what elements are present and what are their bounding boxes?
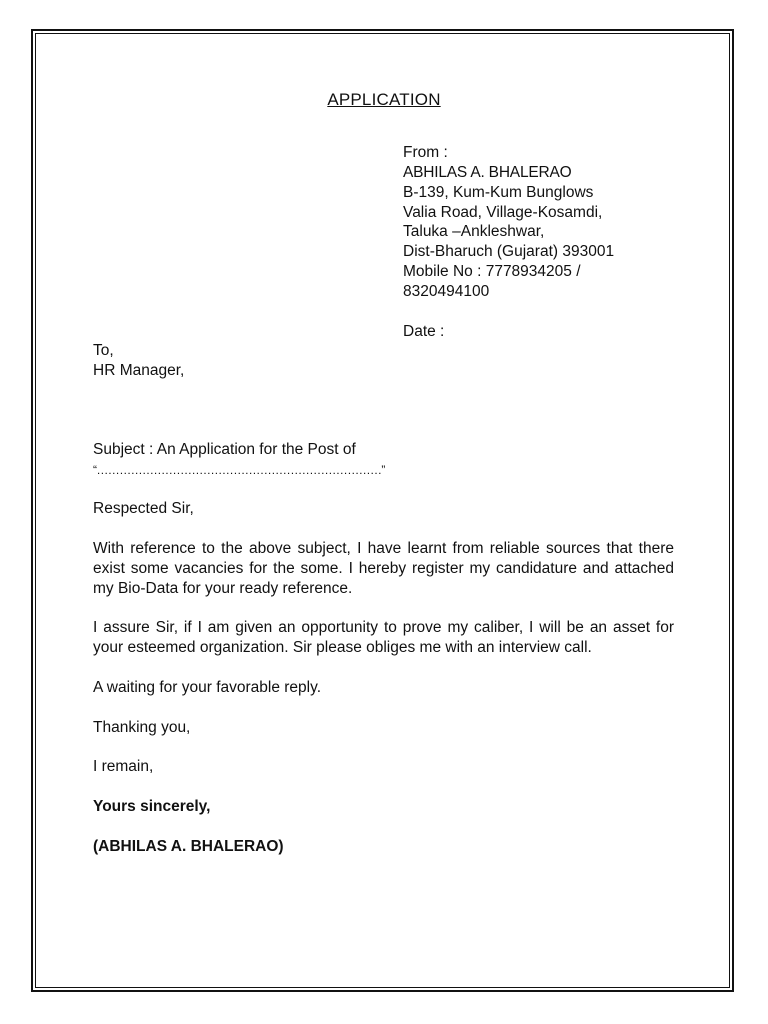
sender-address-line: Taluka –Ankleshwar, <box>403 223 545 240</box>
signature-name: (ABHILAS A. BHALERAO) <box>93 838 284 855</box>
recipient-to: To, <box>93 342 114 359</box>
from-label: From : <box>403 144 448 161</box>
closing-thanks: Thanking you, <box>93 719 191 736</box>
recipient-title: HR Manager, <box>93 362 185 379</box>
subject-post-blank: “…………………………………………………………………” <box>93 463 385 477</box>
subject-line: Subject : An Application for the Post of <box>93 441 356 458</box>
sender-mobile: Mobile No : 7778934205 / <box>403 263 581 280</box>
closing-remain: I remain, <box>93 758 154 775</box>
body-paragraph: A waiting for your favorable reply. <box>93 679 322 696</box>
body-paragraph: With reference to the above subject, I have learnt from reliable sources that there exist some vacancies for the some. I hereby register my candidature and attached my Bio-Data for your ready reference. <box>93 540 674 597</box>
document-title: APPLICATION <box>327 90 441 109</box>
sender-mobile: 8320494100 <box>403 283 490 300</box>
sender-address-line: B-139, Kum-Kum Bunglows <box>403 184 594 201</box>
body-paragraph: I assure Sir, if I am given an opportunity to prove my caliber, I will be an asset for your esteemed organization. Sir please obliges me with an interview call. <box>93 619 674 656</box>
date-label: Date : <box>403 323 445 340</box>
sender-name: ABHILAS A. BHALERAO <box>403 164 572 181</box>
sender-address-line: Dist-Bharuch (Gujarat) 393001 <box>403 243 615 260</box>
sign-off: Yours sincerely, <box>93 798 211 815</box>
sender-address-line: Valia Road, Village-Kosamdi, <box>403 204 603 221</box>
salutation: Respected Sir, <box>93 500 194 517</box>
